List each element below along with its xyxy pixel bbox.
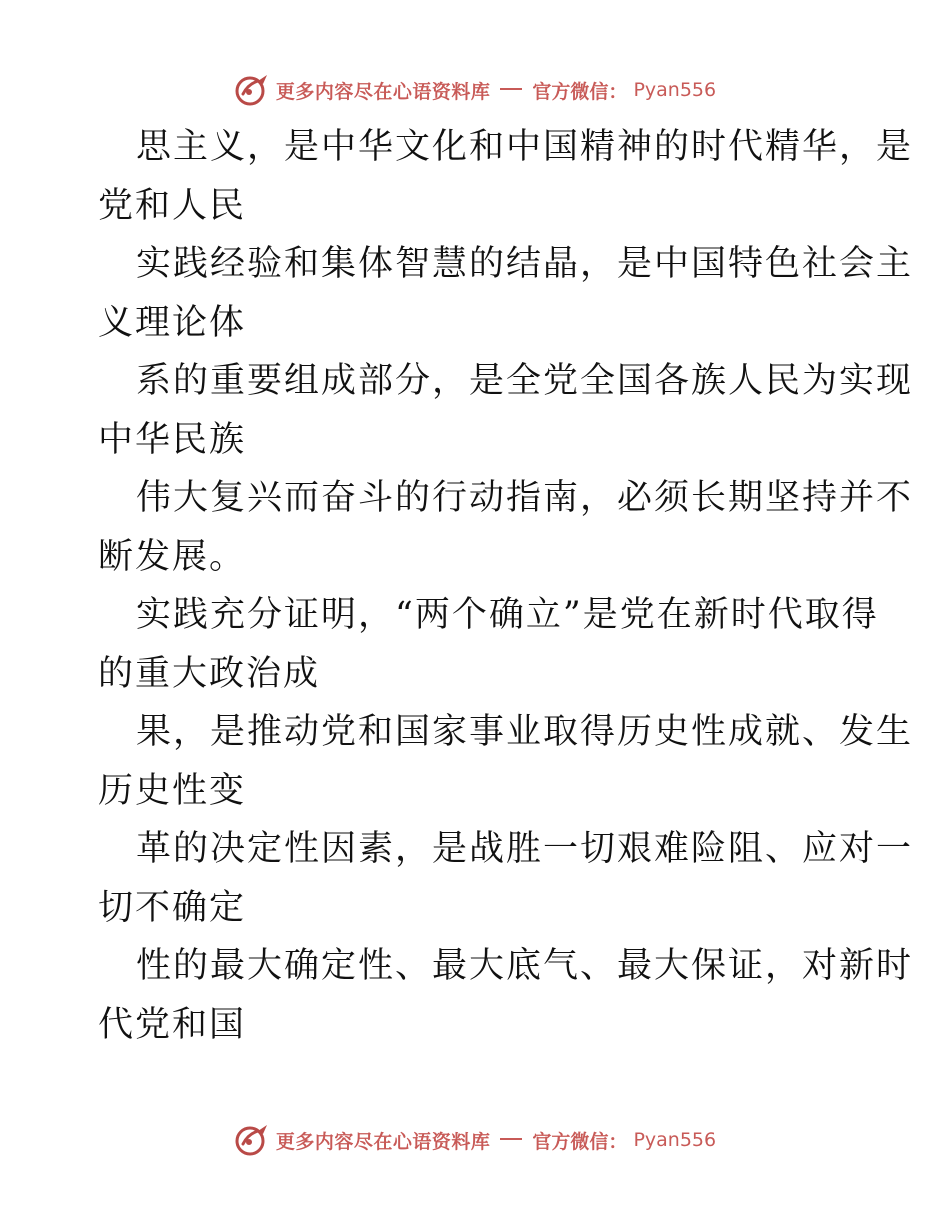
watermark-brand-text: 更多内容尽在心语资料库 bbox=[275, 1130, 491, 1153]
watermark-brand bbox=[234, 1122, 716, 1158]
paragraph bbox=[98, 118, 914, 235]
paragraph bbox=[98, 469, 914, 586]
paragraph bbox=[98, 352, 914, 469]
header-watermark bbox=[0, 70, 950, 110]
paragraph-line: 代党和国 bbox=[98, 1004, 247, 1045]
watermark-wechat-id: Pyan556 bbox=[633, 1129, 717, 1151]
paragraph bbox=[98, 586, 879, 703]
paragraph-line: 系的重要组成部分，是全党全国各族人民为实现 bbox=[136, 361, 914, 401]
paragraph-line: 思主义，是中华文化和中国精神的时代精华，是 bbox=[136, 127, 914, 167]
paragraph-line: 实践经验和集体智慧的结晶，是中国特色社会主 bbox=[136, 244, 914, 284]
document-body bbox=[98, 118, 914, 1054]
paragraph-line: 的重大政治成 bbox=[98, 653, 321, 694]
paragraph bbox=[98, 937, 914, 1054]
watermark-dash bbox=[500, 1138, 522, 1140]
paragraph-line: 果，是推动党和国家事业取得历史性成就、发生 bbox=[136, 712, 914, 752]
paragraph bbox=[98, 703, 914, 820]
paragraph-line: 性的最大确定性、最大底气、最大保证，对新时 bbox=[136, 946, 914, 986]
paragraph bbox=[98, 820, 914, 937]
watermark-sub-label: 官方微信： bbox=[532, 1130, 628, 1153]
paragraph-line: 义理论体 bbox=[98, 302, 247, 343]
watermark-wechat-id: Pyan556 bbox=[633, 79, 717, 101]
footer-watermark bbox=[0, 1120, 950, 1160]
paragraph-line: 断发展。 bbox=[98, 536, 247, 577]
paragraph-line: 实践充分证明，“两个确立”是党在新时代取得 bbox=[136, 595, 879, 635]
brand-logo-icon bbox=[234, 72, 270, 108]
watermark-brand bbox=[234, 72, 716, 108]
watermark-sub-label: 官方微信： bbox=[532, 80, 628, 103]
paragraph-line: 伟大复兴而奋斗的行动指南，必须长期坚持并不 bbox=[136, 478, 914, 518]
paragraph bbox=[98, 235, 914, 352]
watermark-dash bbox=[500, 88, 522, 90]
paragraph-line: 中华民族 bbox=[98, 419, 247, 460]
paragraph-line: 党和人民 bbox=[98, 185, 247, 226]
brand-logo-icon bbox=[234, 1122, 270, 1158]
paragraph-line: 革的决定性因素，是战胜一切艰难险阻、应对一 bbox=[136, 829, 914, 869]
watermark-brand-text: 更多内容尽在心语资料库 bbox=[275, 80, 491, 103]
paragraph-line: 切不确定 bbox=[98, 887, 247, 928]
paragraph-line: 历史性变 bbox=[98, 770, 247, 811]
